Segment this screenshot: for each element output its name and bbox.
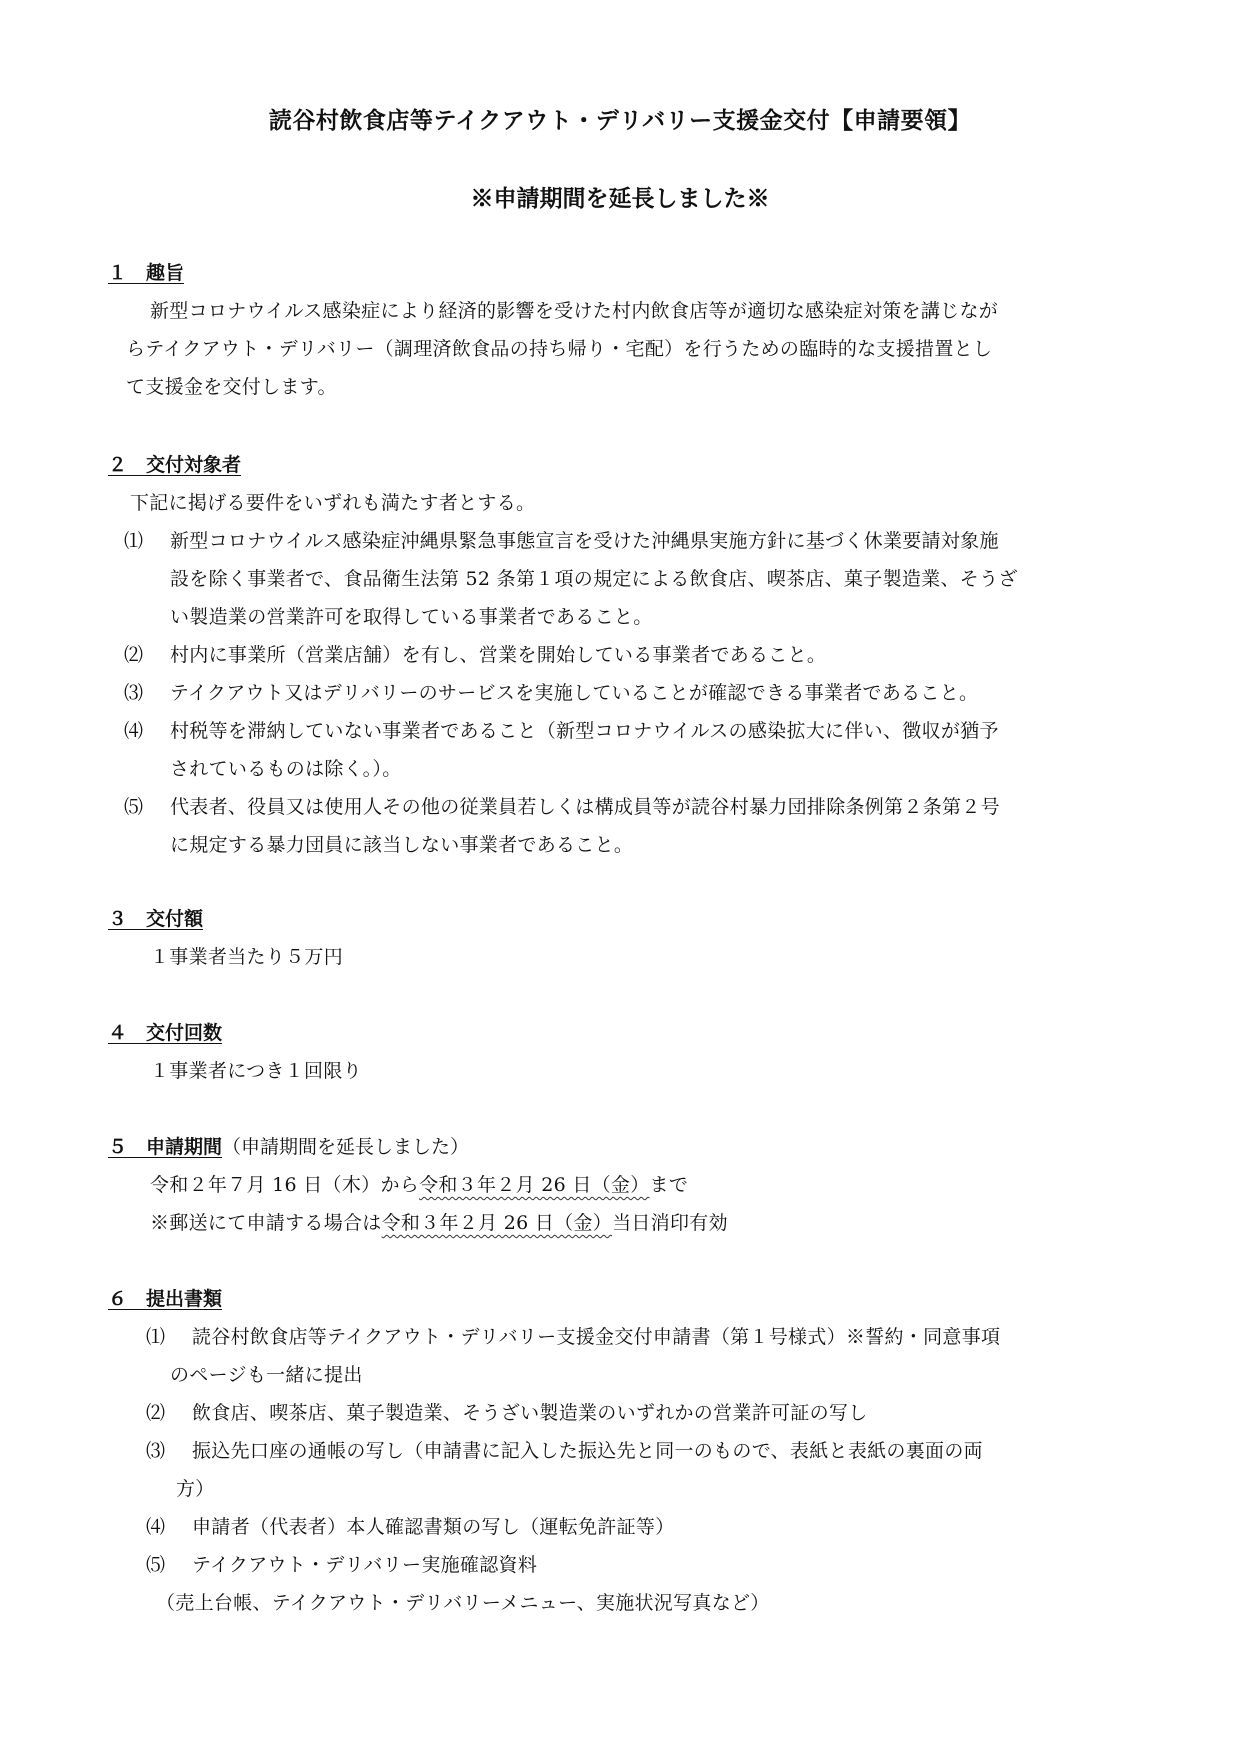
item-number: ⑷ <box>146 1516 166 1538</box>
section-1-heading-text: １ 趣旨 <box>108 262 185 284</box>
item-number: ⑵ <box>124 644 144 666</box>
item-text: 読谷村飲食店等テイクアウト・デリバリー支援金交付申請書（第１号様式）※誓約・同意事項 <box>192 1326 1001 1348</box>
item-number: ⑴ <box>146 1326 166 1348</box>
item-number: ⑸ <box>146 1554 166 1576</box>
section-6-item-3-line-2: 方） <box>176 1478 215 1500</box>
period-end-suffix: まで <box>649 1174 689 1196</box>
period-end-date: 令和３年２月 26 日（金） <box>419 1174 650 1196</box>
item-number: ⑸ <box>124 796 144 818</box>
section-6-item-2 <box>146 1398 868 1425</box>
section-1-paragraph-line-2: らテイクアウト・デリバリー（調理済飲食品の持ち帰り・宅配）を行うための臨時的な支援措置とし <box>126 338 993 360</box>
section-2-item-1-line-1 <box>124 526 999 553</box>
postal-prefix: ※郵送にて申請する場合は <box>150 1212 382 1234</box>
postal-suffix: 当日消印有効 <box>612 1212 728 1234</box>
section-2-heading-text: ２ 交付対象者 <box>108 454 242 476</box>
section-2-heading <box>108 450 241 477</box>
section-5-heading-note: （申請期間を延長しました） <box>222 1136 470 1158</box>
item-text: 村税等を滞納していない事業者であること（新型コロナウイルスの感染拡大に伴い、徴収が猶予 <box>170 720 999 742</box>
item-number: ⑶ <box>124 682 144 704</box>
item-number: ⑷ <box>124 720 144 742</box>
item-number: ⑵ <box>146 1402 166 1424</box>
section-3-heading <box>108 904 203 931</box>
section-3-heading-text: ３ 交付額 <box>108 908 204 930</box>
section-2-item-3 <box>124 678 978 705</box>
section-1-heading <box>108 258 184 285</box>
section-1-paragraph-line-1: 新型コロナウイルス感染症により経済的影響を受けた村内飲食店等が適切な感染症対策を講じなが <box>150 300 999 322</box>
section-6-item-5-line-1 <box>146 1550 537 1577</box>
section-2-intro: 下記に掲げる要件をいずれも満たす者とする。 <box>130 492 536 514</box>
item-text: 新型コロナウイルス感染症沖縄県緊急事態宣言を受けた沖縄県実施方針に基づく休業要請対象施 <box>170 530 999 552</box>
document-title: 読谷村飲食店等テイクアウト・デリバリー支援金交付【申請要領】 <box>268 107 972 134</box>
postal-deadline-date: 令和３年２月 26 日（金） <box>381 1212 613 1234</box>
section-6-heading-text: ６ 提出書類 <box>108 1288 223 1310</box>
section-4-heading-text: ４ 交付回数 <box>108 1022 223 1044</box>
section-6-item-5-line-2: （売上台帳、テイクアウト・デリバリーメニュー、実施状況写真など） <box>156 1592 770 1614</box>
section-2-item-4-line-2: されているものは除く。）。 <box>170 758 402 780</box>
section-6-item-3-line-1 <box>146 1436 983 1463</box>
section-3-body: １事業者当たり５万円 <box>150 946 344 968</box>
section-2-item-5-line-1 <box>124 792 1000 819</box>
document-subtitle: ※申請期間を延長しました※ <box>470 185 770 212</box>
section-6-item-4 <box>146 1512 675 1539</box>
item-text: テイクアウト・デリバリー実施確認資料 <box>192 1554 538 1576</box>
item-text: テイクアウト又はデリバリーのサービスを実施していることが確認できる事業者であること。 <box>170 682 979 704</box>
section-4-heading <box>108 1018 222 1045</box>
period-start: 令和２年７月 16 日（木）から <box>150 1174 420 1196</box>
section-6-item-1-line-2: のページも一緒に提出 <box>170 1364 363 1386</box>
item-number: ⑴ <box>124 530 144 552</box>
item-text: 振込先口座の通帳の写し（申請書に記入した振込先と同一のもので、表紙と表紙の裏面の両 <box>192 1440 983 1462</box>
section-5-heading-text: ５ 申請期間 <box>108 1136 223 1158</box>
section-6-heading <box>108 1284 222 1311</box>
item-text: 村内に事業所（営業店舗）を有し、営業を開始している事業者であること。 <box>170 644 827 666</box>
section-5-period-line <box>150 1170 688 1197</box>
section-5-heading <box>108 1132 469 1159</box>
section-2-item-1-line-2: 設を除く事業者で、食品衛生法第 52 条第１項の規定による飲食店、喫茶店、菓子製造業、そうざ <box>170 568 1018 590</box>
item-text: 代表者、役員又は使用人その他の従業員若しくは構成員等が読谷村暴力団排除条例第２条第２号 <box>170 796 1000 818</box>
section-6-item-1-line-1 <box>146 1322 1000 1349</box>
section-5-postal-line <box>150 1208 728 1235</box>
section-2-item-5-line-2: に規定する暴力団員に該当しない事業者であること。 <box>170 834 634 856</box>
section-2-item-4-line-1 <box>124 716 999 743</box>
item-number: ⑶ <box>146 1440 166 1462</box>
section-2-item-1-line-3: い製造業の営業許可を取得している事業者であること。 <box>170 606 653 628</box>
item-text: 飲食店、喫茶店、菓子製造業、そうざい製造業のいずれかの営業許可証の写し <box>192 1402 868 1424</box>
section-2-item-2 <box>124 640 826 667</box>
section-4-body: １事業者につき１回限り <box>150 1060 362 1082</box>
item-text: 申請者（代表者）本人確認書類の写し（運転免許証等） <box>192 1516 675 1538</box>
section-1-paragraph-line-3: て支援金を交付します。 <box>126 376 337 398</box>
